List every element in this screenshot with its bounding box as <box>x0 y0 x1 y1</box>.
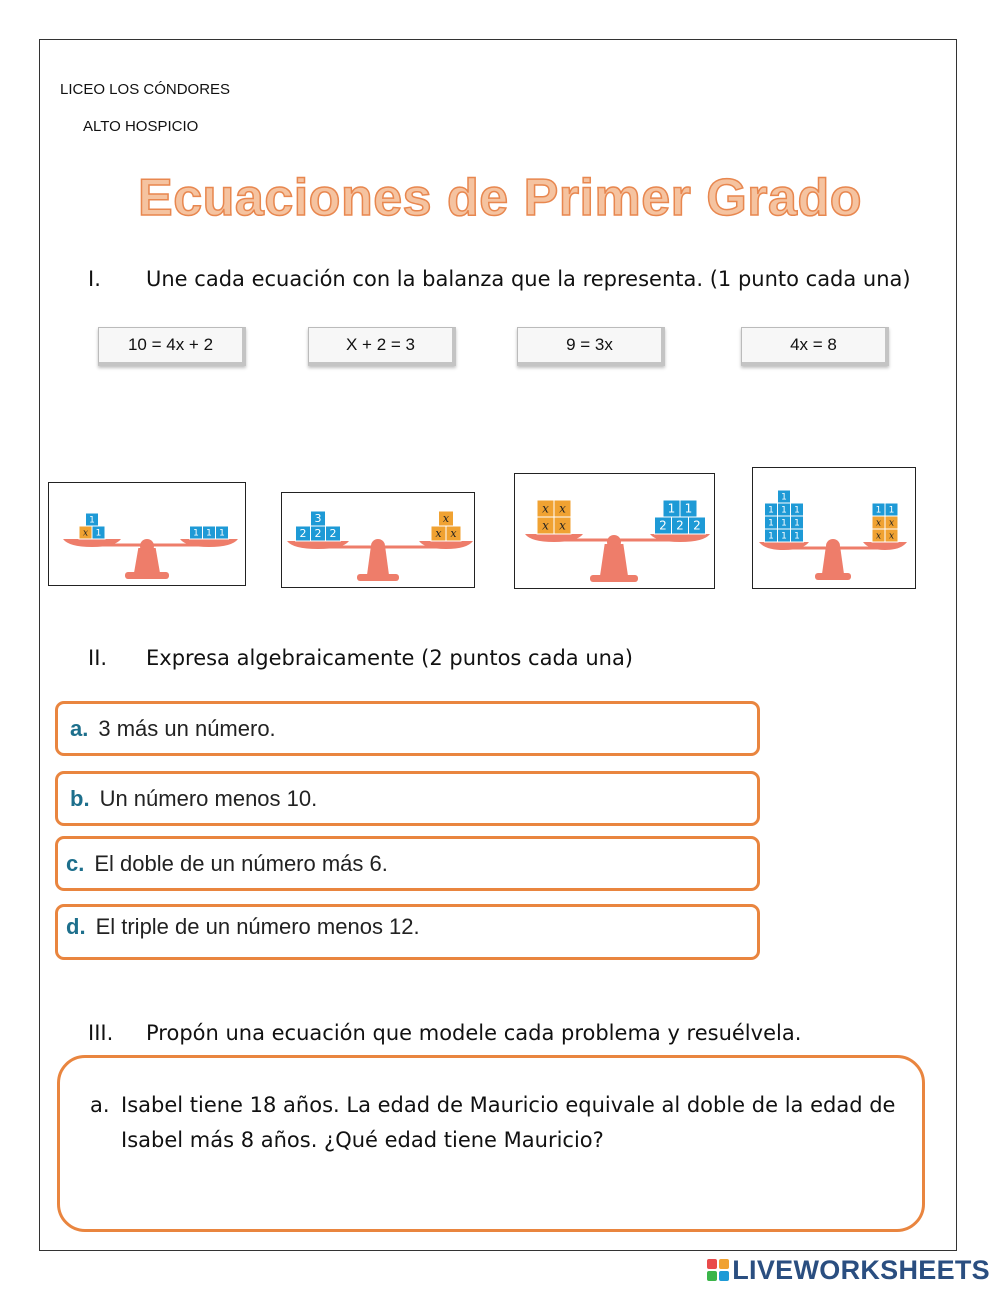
section-1-instruction: Une cada ecuación con la balanza que la representa. (1 punto cada una) <box>146 267 911 291</box>
footer-brand[interactable] <box>707 1255 990 1285</box>
balance-3-right-block <box>689 517 706 534</box>
equation-card-2[interactable]: X + 2 = 3 <box>308 327 456 366</box>
svg-text:2: 2 <box>314 527 322 541</box>
svg-text:x: x <box>542 518 549 533</box>
scale-base <box>590 575 638 582</box>
balance-2-left-block <box>311 526 326 541</box>
scale-base <box>125 572 169 579</box>
balance-1-right-block <box>190 526 203 539</box>
balance-2-right-block <box>431 526 446 541</box>
balance-4-drawing <box>753 468 915 588</box>
svg-text:1: 1 <box>768 505 774 516</box>
svg-text:1: 1 <box>794 505 800 516</box>
problem-a-line-1: Isabel tiene 18 años. La edad de Mauricio equivale al doble de la edad de <box>121 1093 896 1117</box>
balance-4-left-block <box>778 529 791 542</box>
balance-4-left-block <box>778 490 791 503</box>
page-title: Ecuaciones de Primer Grado <box>138 169 862 227</box>
balance-4-left-block <box>791 503 804 516</box>
balance-4-right-block <box>872 503 885 516</box>
brand-name: LIVEWORKSHEETS <box>732 1254 990 1285</box>
problem-a-line-2: Isabel más 8 años. ¿Qué edad tiene Mauricio? <box>121 1128 604 1152</box>
balance-4-left-block <box>791 529 804 542</box>
svg-text:1: 1 <box>219 528 225 539</box>
scale-base <box>815 573 851 580</box>
balance-1-right-block <box>216 526 229 539</box>
svg-text:x: x <box>542 501 549 516</box>
balance-2-left-block <box>296 526 311 541</box>
problem-a-label: a. <box>90 1093 110 1117</box>
question-d-text: El triple de un número menos 12. <box>95 914 420 939</box>
svg-text:1: 1 <box>667 501 676 516</box>
school-name: LICEO LOS CÓNDORES <box>60 81 231 98</box>
question-d-label: d. <box>66 914 86 939</box>
balance-2[interactable] <box>281 492 475 588</box>
balance-4-left-block <box>765 516 778 529</box>
balance-4-left-block <box>765 503 778 516</box>
section-2-number: II. <box>88 646 108 670</box>
question-b-label: b. <box>70 786 90 811</box>
equation-card-1[interactable]: 10 = 4x + 2 <box>98 327 246 366</box>
svg-text:1: 1 <box>794 531 800 542</box>
liveworksheets-logo-icon <box>707 1259 729 1281</box>
balance-3-right-block <box>672 517 689 534</box>
svg-text:x: x <box>875 531 882 542</box>
equation-card-4[interactable]: 4x = 8 <box>741 327 889 366</box>
svg-text:x: x <box>559 501 566 516</box>
balance-3-left-block <box>537 517 554 534</box>
svg-text:x: x <box>888 518 895 529</box>
question-b-text: Un número menos 10. <box>99 786 318 811</box>
balance-2-left-block <box>326 526 341 541</box>
section-3-instruction: Propón una ecuación que modele cada problema y resuélvela. <box>146 1021 802 1045</box>
balance-1-left-block <box>86 513 99 526</box>
svg-text:2: 2 <box>299 527 307 541</box>
section-2-instruction: Expresa algebraicamente (2 puntos cada una) <box>146 646 633 670</box>
question-b-box[interactable] <box>55 771 760 826</box>
svg-text:1: 1 <box>768 531 774 542</box>
balance-4-right-block <box>872 529 885 542</box>
section-1-heading <box>88 267 911 291</box>
balance-4-right-block <box>872 516 885 529</box>
balance-1[interactable] <box>48 482 246 586</box>
balance-2-right-block <box>446 526 461 541</box>
balance-4-right-block <box>885 503 898 516</box>
svg-text:2: 2 <box>329 527 337 541</box>
svg-text:1: 1 <box>781 505 787 516</box>
svg-text:1: 1 <box>684 501 693 516</box>
section-3-heading <box>88 1021 801 1045</box>
balance-3-left-block <box>554 517 571 534</box>
balance-4-left-block <box>778 516 791 529</box>
svg-text:1: 1 <box>888 505 895 516</box>
balance-2-drawing <box>282 493 474 587</box>
school-city: ALTO HOSPICIO <box>83 118 199 135</box>
balance-1-right-block <box>203 526 216 539</box>
balance-4-right-block <box>885 516 898 529</box>
svg-text:x: x <box>82 528 89 539</box>
balance-3-right-block <box>680 500 697 517</box>
svg-text:x: x <box>450 527 457 541</box>
scale-pivot <box>140 539 154 553</box>
problem-a-text <box>90 1088 900 1158</box>
balance-3[interactable] <box>514 473 715 589</box>
svg-text:2: 2 <box>676 518 684 533</box>
balance-3-left-block <box>537 500 554 517</box>
question-a-box[interactable] <box>55 701 760 756</box>
balance-1-left-block <box>79 526 92 539</box>
svg-text:1: 1 <box>781 492 787 503</box>
balance-1-left-block <box>92 526 105 539</box>
svg-text:x: x <box>875 518 882 529</box>
svg-text:1: 1 <box>794 518 800 529</box>
scale-base <box>357 574 399 581</box>
svg-text:1: 1 <box>193 528 199 539</box>
question-d-box[interactable] <box>55 904 760 960</box>
section-2-heading <box>88 646 633 670</box>
svg-text:x: x <box>442 512 450 526</box>
svg-text:2: 2 <box>693 518 701 533</box>
balance-1-drawing <box>49 483 245 585</box>
section-3-number: III. <box>88 1021 114 1045</box>
svg-text:1: 1 <box>768 518 774 529</box>
balance-4[interactable] <box>752 467 916 589</box>
balance-4-left-block <box>778 503 791 516</box>
scale-pivot <box>826 539 840 553</box>
section-1-number: I. <box>88 267 101 291</box>
balance-4-left-block <box>765 529 778 542</box>
balance-4-left-block <box>791 516 804 529</box>
svg-text:1: 1 <box>206 528 212 539</box>
equation-card-3[interactable]: 9 = 3x <box>517 327 665 366</box>
svg-text:1: 1 <box>875 505 882 516</box>
balance-3-drawing <box>515 474 714 588</box>
question-c-label: c. <box>66 851 85 876</box>
svg-text:3: 3 <box>314 512 322 526</box>
svg-text:1: 1 <box>89 515 95 526</box>
svg-text:x: x <box>435 527 442 541</box>
problem-a-box[interactable] <box>57 1055 925 1232</box>
balance-3-right-block <box>655 517 672 534</box>
svg-text:x: x <box>888 531 895 542</box>
scale-pivot <box>607 535 621 549</box>
question-a-label: a. <box>70 716 89 741</box>
svg-text:x: x <box>559 518 566 533</box>
svg-text:1: 1 <box>781 518 787 529</box>
svg-text:2: 2 <box>659 518 667 533</box>
balance-3-right-block <box>663 500 680 517</box>
balance-2-left-block <box>311 511 326 526</box>
svg-text:1: 1 <box>95 528 102 539</box>
scale-pivot <box>371 539 385 553</box>
question-c-box[interactable] <box>55 836 760 891</box>
balance-2-right-block <box>439 511 454 526</box>
balance-4-right-block <box>885 529 898 542</box>
question-a-text: 3 más un número. <box>98 716 276 741</box>
balance-3-left-block <box>554 500 571 517</box>
question-c-text: El doble de un número más 6. <box>94 851 388 876</box>
svg-text:1: 1 <box>781 531 787 542</box>
